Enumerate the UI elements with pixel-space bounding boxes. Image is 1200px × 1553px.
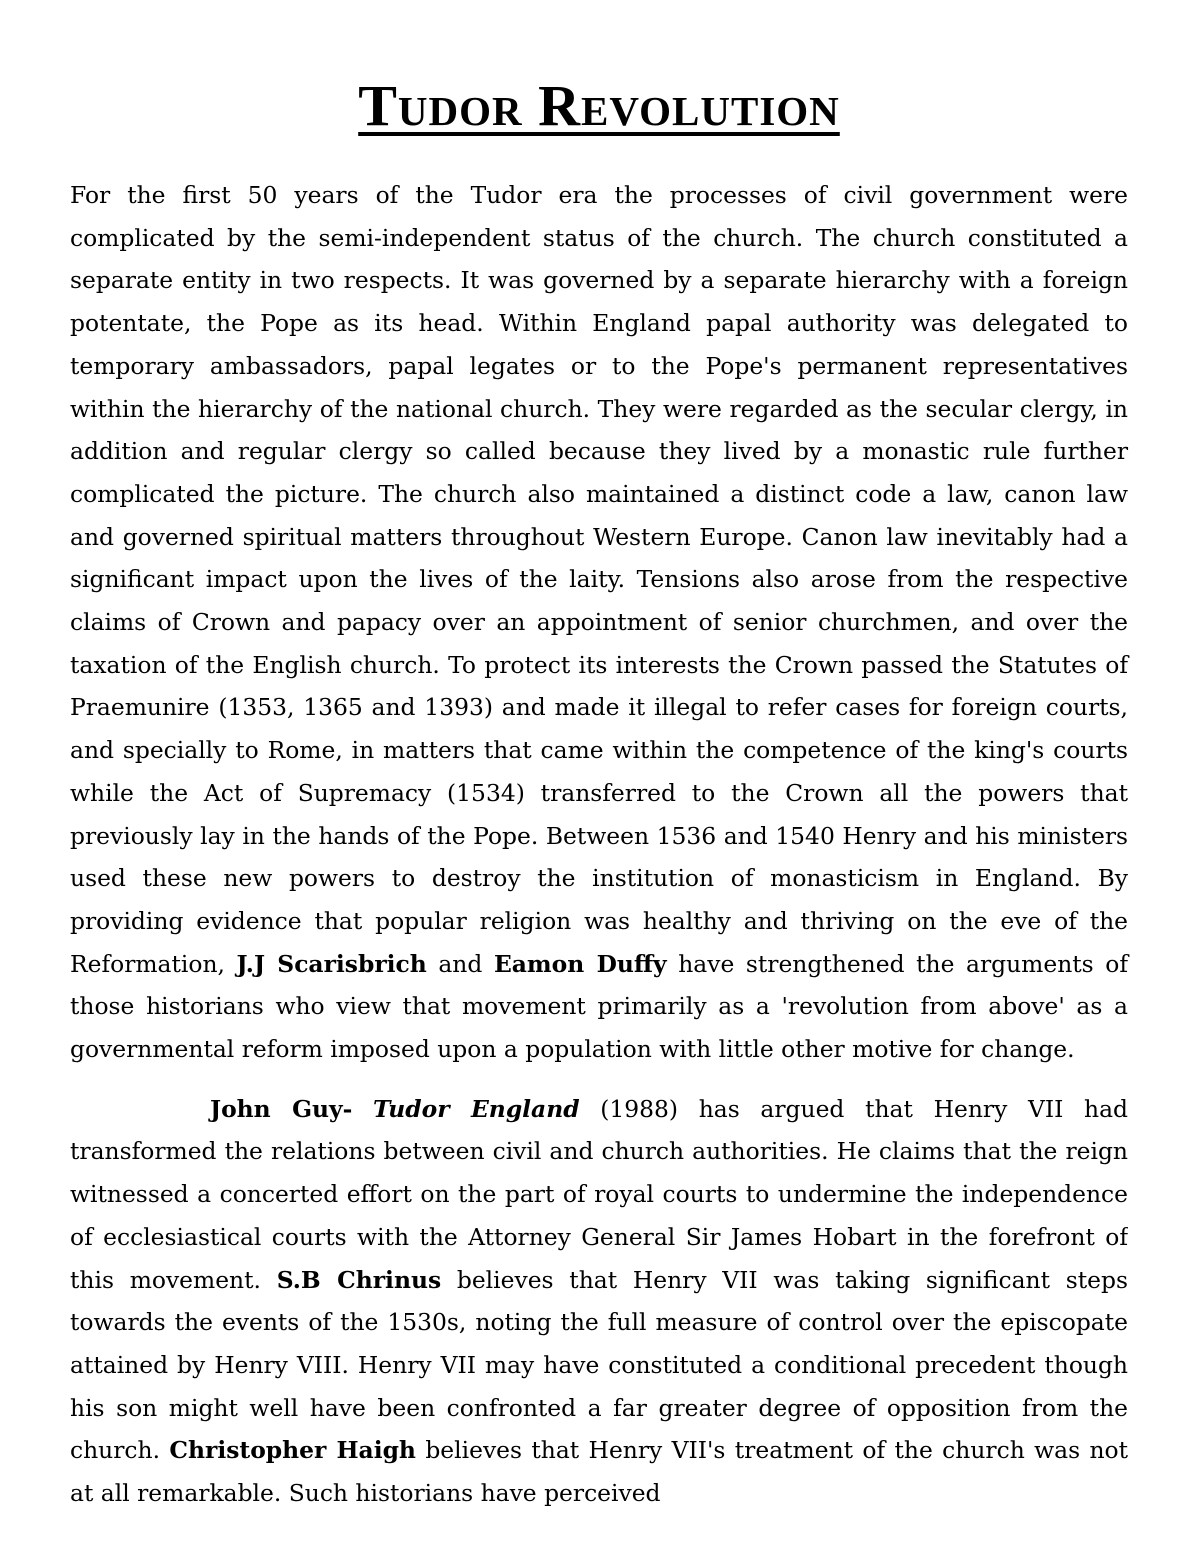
book-title-text: Tudor England xyxy=(373,1094,580,1123)
book-title-tudor-england xyxy=(373,1095,580,1123)
paragraph-2-text-a: (1988) has argued that Henry VII had transformed the relations between civil and church authorities. He claims that the reign witnessed a concerted effort on the part of royal courts to undermine the independence of ecclesiastical courts with the Attorney General Sir James Hobart in the forefront of this movement. xyxy=(70,1094,1128,1294)
historian-scarisbrich: J.J Scarisbrich xyxy=(236,949,427,978)
paragraph-1 xyxy=(70,174,1128,1071)
paragraph-2 xyxy=(70,1088,1128,1515)
historian-haigh: Christopher Haigh xyxy=(169,1436,416,1465)
document-page xyxy=(70,66,1128,1515)
historian-guy: John Guy- xyxy=(210,1094,353,1123)
historian-chrinus: S.B Chrinus xyxy=(276,1265,442,1294)
paragraph-1-text-c: have strengthened the arguments of those historians who view that movement primarily as a 'revolution from above' as a governmental reform imposed upon a population with little other motive for change. xyxy=(70,949,1128,1064)
historian-duffy: Eamon Duffy xyxy=(493,949,667,978)
document-title xyxy=(70,66,1128,146)
paragraph-2-text-c: believes that Henry VII's treatment of the church was not at all remarkable. Such historians have perceived xyxy=(70,1436,1128,1508)
paragraph-2-text-b: believes that Henry VII was taking significant steps towards the events of the 1530s, noting the full measure of control over the episcopate attained by Henry VIII. Henry VII may have constituted a conditional precedent though his son might well have been confronted a far greater degree of opposition from the church. xyxy=(70,1265,1128,1465)
document-title-text: Tudor Revolution xyxy=(358,73,840,138)
paragraph-1-text-a: For the first 50 years of the Tudor era the processes of civil government were complicated by the semi-independent status of the church. The church constituted a separate entity in two respects. It was governed by a separate hierarchy with a foreign potentate, the Pope as its head. Within England papal authority was delegated to temporary ambassadors, papal legates or to the Pope's permanent representatives within the hierarchy of the national church. They were regarded as the secular clergy, in addition and regular clergy so called because they lived by a monastic rule further complicated the picture. The church also maintained a distinct code a law, canon law and governed spiritual matters throughout Western Europe. Canon law inevitably had a significant impact upon the lives of the laity. Tensions also arose from the respective claims of Crown and papacy over an appointment of senior churchmen, and over the taxation of the English church. To protect its interests the Crown passed the Statutes of Praemunire (1353, 1365 and 1393) and made it illegal to refer cases for foreign courts, and specially to Rome, in matters that came within the competence of the king's courts while the Act of Supremacy (1534) transferred to the Crown all the powers that previously lay in the hands of the Pope. Between 1536 and 1540 Henry and his ministers used these new powers to destroy the institution of monasticism in England. By providing evidence that popular religion was healthy and thriving on the eve of the Reformation, xyxy=(70,181,1128,978)
paragraph-1-text-b: and xyxy=(426,949,494,978)
